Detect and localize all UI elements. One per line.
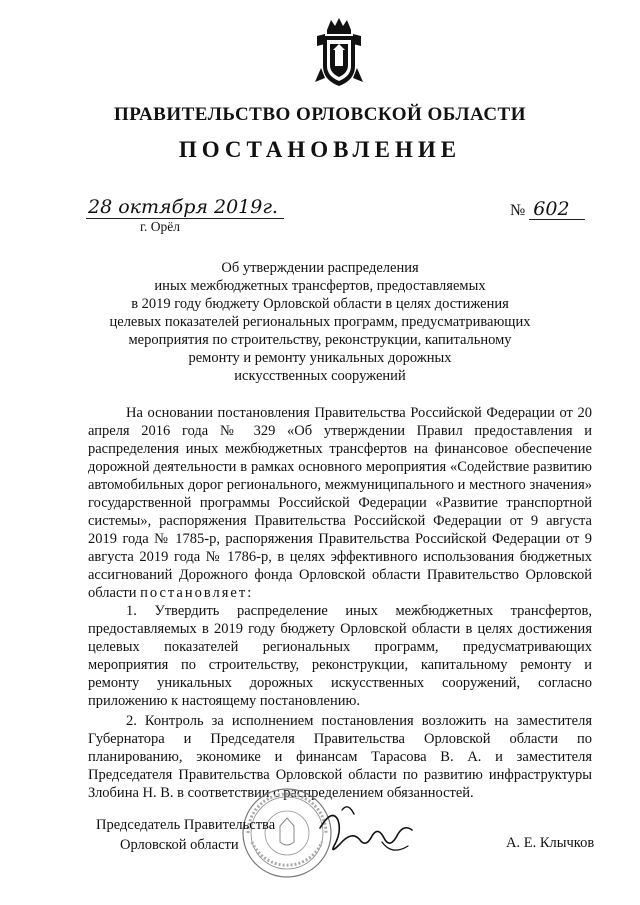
handwritten-signature-icon [312, 800, 422, 860]
preamble-text: На основании постановления Правительства Российской Федерации от 20 апреля 2016 года № 329 «Об утверждении Правил предоставления и распределения иных межбюджетных трансфертов на финансовое обеспечение дорожной деятельности в рамках основного мероприятия «Содействие развитию автомобильных дорог регионального, межмуниципального и местного значения» государственной программы Российской Федерации «Развитие транспортной системы», распоряжения Правительства Российской Федерации от 9 августа 2019 года № 1785-р, распоряжения Правительства Российской Федерации от 9 августа 2019 года № 1786-р, в целях эффективного использования бюджетных ассигнований Дорожного фонда Орловской области Правительство Орловской области [88, 405, 592, 601]
signer-title-line1: Председатель Правительства [96, 817, 276, 833]
subject-line: Об утверждении распределения [221, 260, 419, 276]
coat-of-arms-icon [313, 16, 365, 90]
document-subject [100, 259, 540, 385]
subject-line: искусственных сооружений [234, 368, 406, 384]
organization-title: ПРАВИТЕЛЬСТВО ОРЛОВСКОЙ ОБЛАСТИ [113, 104, 526, 125]
document-date: 28 октября 2019г. [86, 196, 284, 219]
signer-title-line2: Орловской области [120, 837, 239, 853]
number-prefix: № [510, 202, 526, 219]
signer-title [96, 815, 275, 855]
signer-name: А. Е. Клычков [506, 835, 595, 851]
document-number [510, 199, 585, 220]
item-2-paragraph: 2. Контроль за исполнением постановления возложить на заместителя Губернатора и Председателя Правительства Орловской области по планированию, экономике и финансам Тарасова В. А. и заместителя Председателя Правительства Орловской области по развитию инфраструктуры Злобина Н. В. в соответствии с распределением обязанностей. [88, 713, 592, 801]
subject-line: ремонту и ремонту уникальных дорожных [188, 350, 452, 366]
subject-line: целевых показателей региональных программ, предусматривающих [109, 314, 531, 330]
document-type-title: ПОСТАНОВЛЕНИЕ [178, 137, 462, 162]
subject-line: мероприятия по строительству, реконструкции, капитальному [128, 332, 512, 348]
item-1-paragraph: 1. Утвердить распределение иных межбюджетных трансфертов, предоставляемых в 2019 году бюджету Орловской области в целях достижения целевых показателей региональных программ, предусматривающих мероприятия по строительству, реконструкции, капитальному ремонту и ремонту уникальных дорожных искусственных сооружений, согласно приложению к настоящему постановлению. [88, 603, 592, 709]
decree-word: постановляет: [140, 585, 254, 601]
document-city: г. Орёл [140, 219, 180, 234]
subject-line: иных межбюджетных трансфертов, предоставляемых [154, 278, 486, 294]
preamble-paragraph [88, 404, 592, 602]
subject-line: в 2019 году бюджету Орловской области в целях достижения [131, 296, 509, 312]
number-value: 602 [529, 199, 585, 220]
